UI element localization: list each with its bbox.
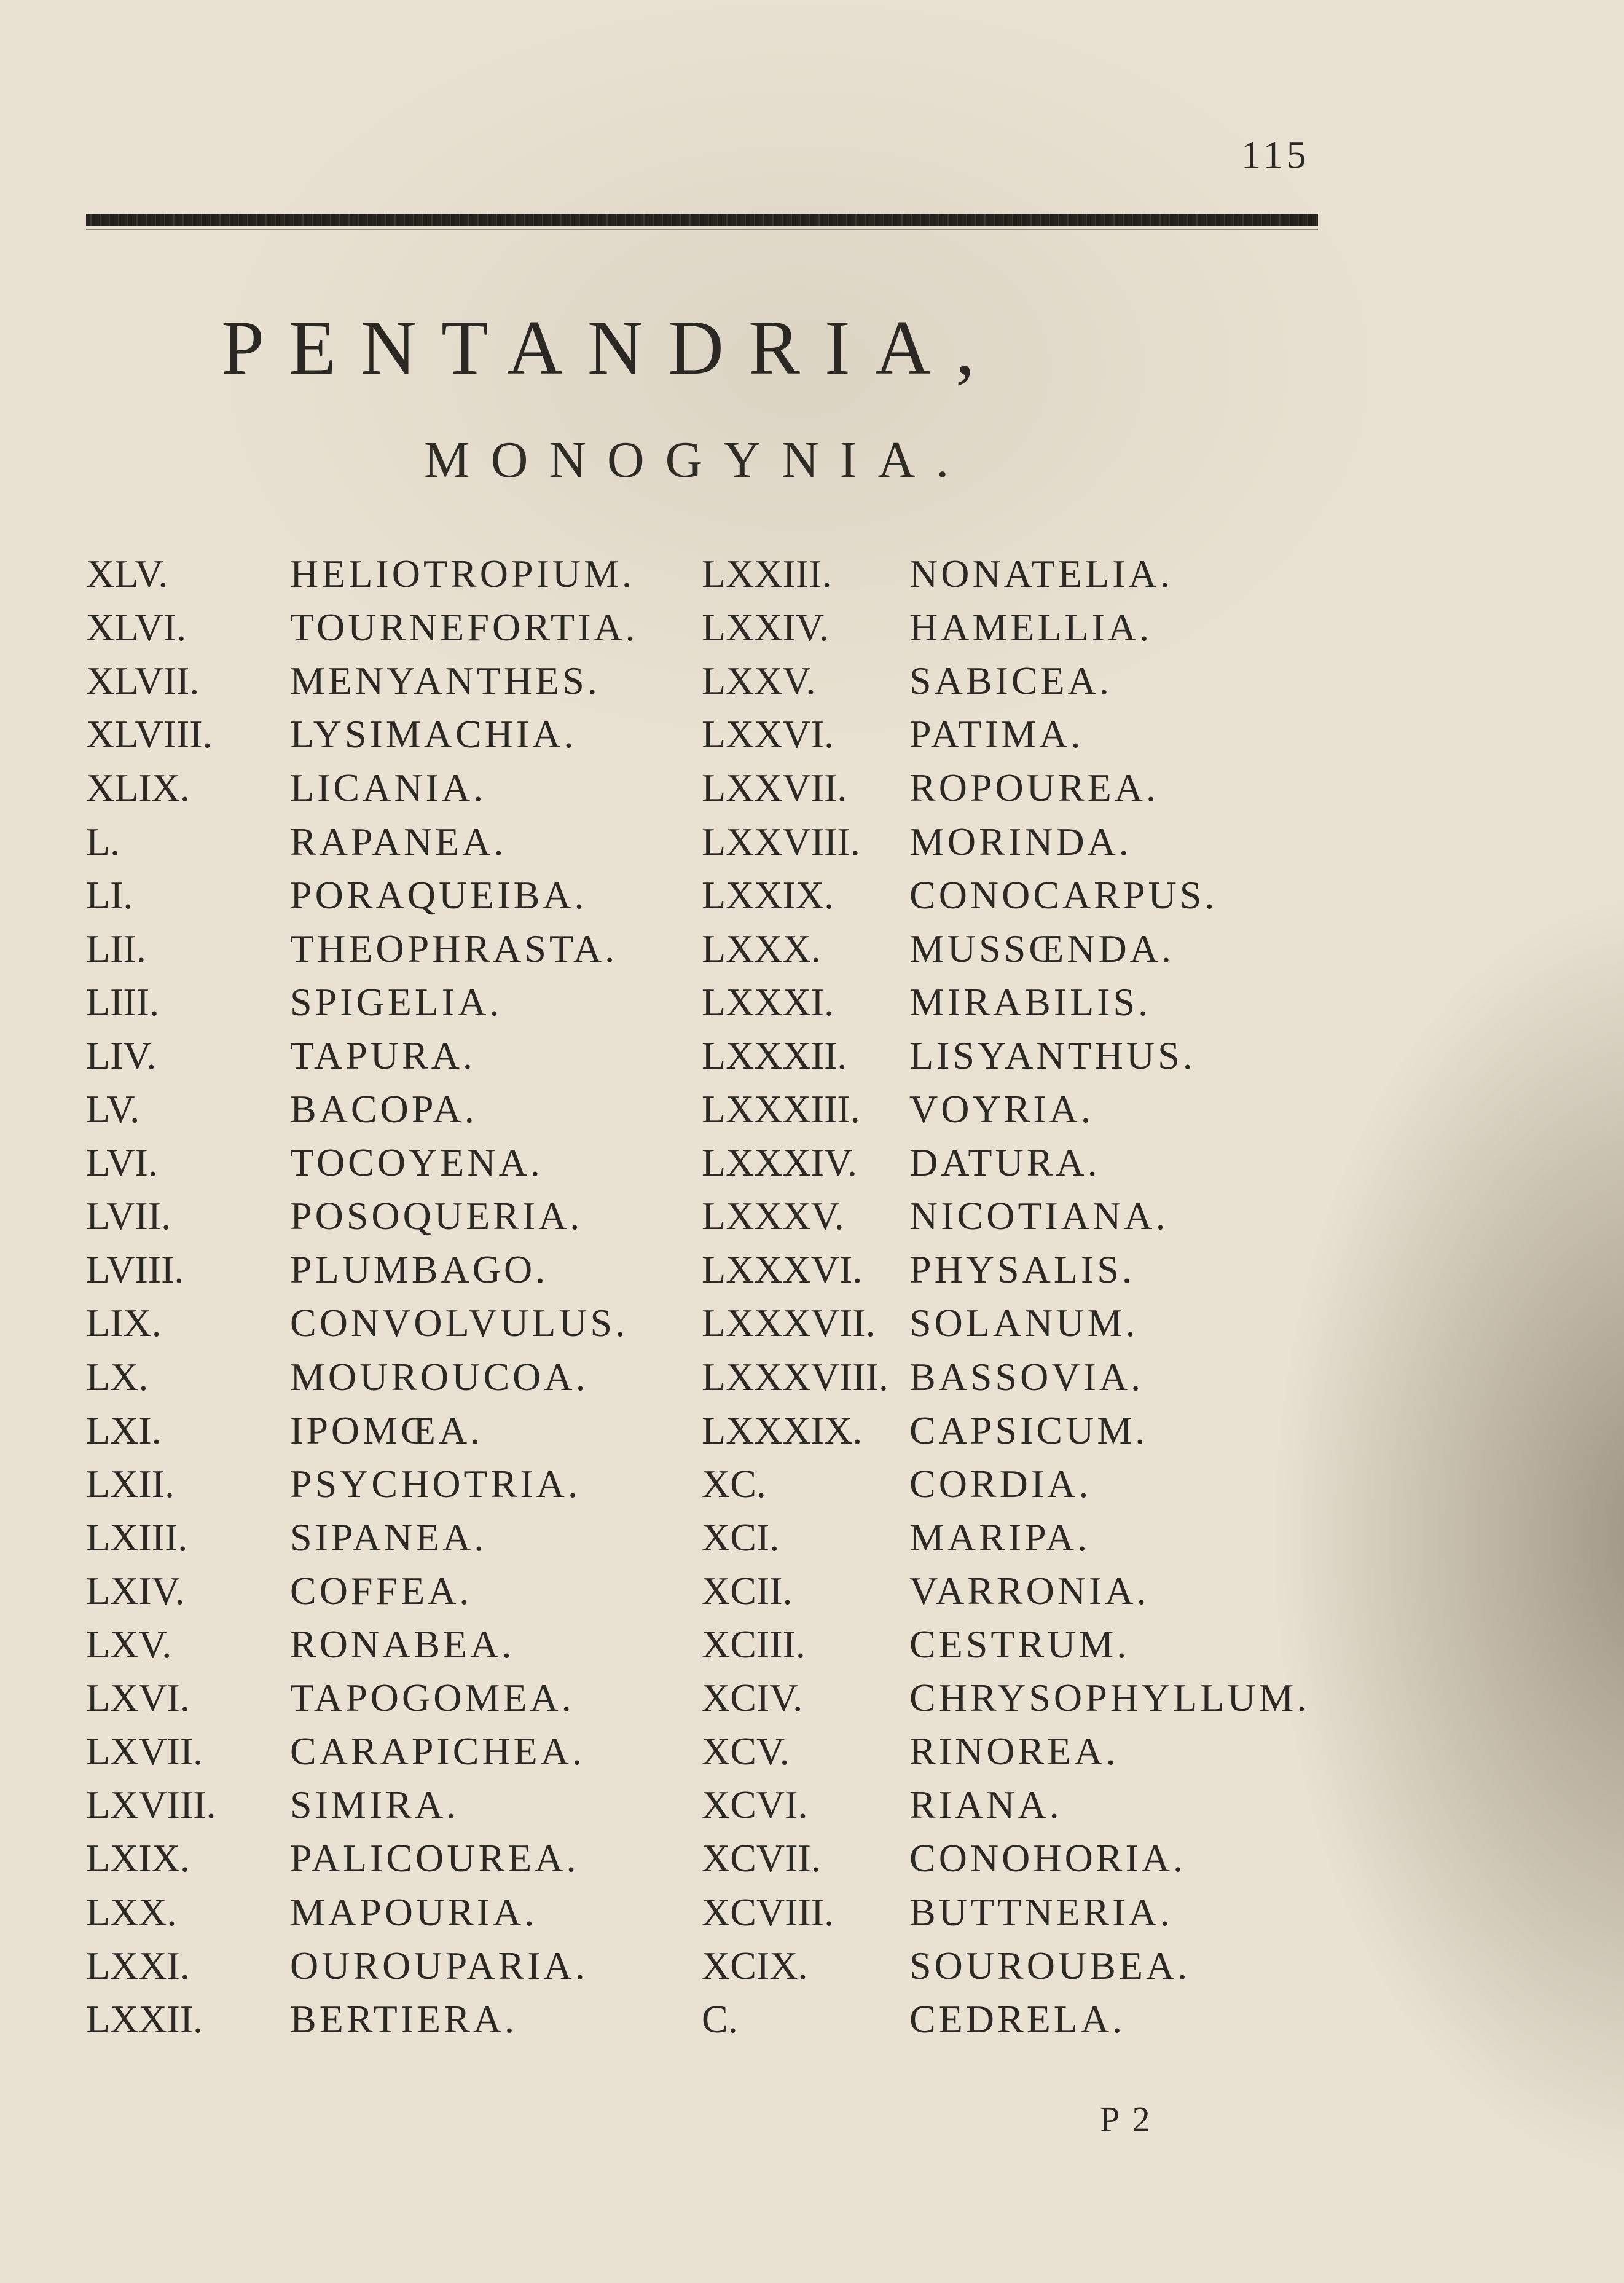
genus-row: [0, 1247, 1624, 1296]
genus-name-left: MAPOURIA.: [290, 1890, 538, 1934]
genus-row: [0, 1622, 1624, 1671]
genus-number-left: XLIX.: [86, 766, 190, 810]
genus-row: [0, 1300, 1624, 1350]
genus-name-left: BERTIERA.: [290, 1997, 518, 2041]
genus-number-right: LXXXIII.: [702, 1087, 860, 1131]
genus-name-right: CONOCARPUS.: [909, 873, 1218, 917]
genus-number-left: LXII.: [86, 1461, 175, 1506]
genus-name-right: CORDIA.: [909, 1461, 1092, 1506]
genus-number-left: LXX.: [86, 1890, 177, 1934]
genus-row: [0, 605, 1624, 654]
genus-number-left: XLVI.: [86, 605, 186, 650]
page-title: PENTANDRIA,: [221, 305, 1000, 391]
genus-name-right: RINOREA.: [909, 1729, 1119, 1774]
genus-number-right: LXXIX.: [702, 873, 834, 917]
genus-name-right: SOLANUM.: [909, 1301, 1139, 1345]
genus-row: [0, 1675, 1624, 1724]
genus-name-left: LICANIA.: [290, 766, 487, 810]
genus-name-left: SIMIRA.: [290, 1783, 460, 1827]
genus-number-right: LXXVII.: [702, 766, 847, 810]
genus-row: [0, 873, 1624, 922]
genus-number-left: LXI.: [86, 1408, 162, 1452]
genus-name-right: BUTTNERIA.: [909, 1890, 1173, 1934]
genus-number-right: XCIV.: [702, 1676, 803, 1720]
genus-name-left: TAPURA.: [290, 1033, 476, 1077]
genus-row: [0, 551, 1624, 600]
genus-number-left: LXVIII.: [86, 1783, 216, 1827]
genus-number-left: LX.: [86, 1354, 149, 1399]
genus-row: [0, 1515, 1624, 1564]
genus-name-right: VARRONIA.: [909, 1568, 1150, 1613]
genus-name-left: MENYANTHES.: [290, 659, 600, 703]
genus-name-left: IPOMŒA.: [290, 1408, 484, 1452]
genus-name-left: SPIGELIA.: [290, 980, 503, 1024]
genus-number-left: XLVIII.: [86, 712, 213, 756]
genus-number-right: XCII.: [702, 1568, 793, 1613]
genus-name-left: PALICOUREA.: [290, 1836, 579, 1880]
genus-row: [0, 1997, 1624, 2046]
genus-name-left: PLUMBAGO.: [290, 1248, 549, 1292]
genus-name-left: THEOPHRASTA.: [290, 926, 618, 970]
genus-name-right: SABICEA.: [909, 659, 1112, 703]
genus-name-right: SOUROUBEA.: [909, 1943, 1191, 1987]
genus-name-right: PHYSALIS.: [909, 1248, 1135, 1292]
genus-name-right: PATIMA.: [909, 712, 1084, 756]
genus-number-left: LXV.: [86, 1622, 172, 1666]
genus-number-right: XCI.: [702, 1515, 780, 1559]
genus-name-right: MORINDA.: [909, 819, 1132, 863]
genus-name-left: RAPANEA.: [290, 819, 507, 863]
genus-number-left: LXIV.: [86, 1568, 185, 1613]
genus-name-right: LISYANTHUS.: [909, 1033, 1196, 1077]
genus-name-left: CONVOLVULUS.: [290, 1301, 629, 1345]
genus-number-right: XCIX.: [702, 1943, 808, 1987]
genus-number-left: LXIII.: [86, 1515, 188, 1559]
genus-number-left: LXXI.: [86, 1943, 190, 1987]
genus-name-left: PORAQUEIBA.: [290, 873, 587, 917]
genus-name-right: VOYRIA.: [909, 1087, 1094, 1131]
genus-number-right: LXXXVII.: [702, 1301, 876, 1345]
genus-number-right: LXXXIX.: [702, 1408, 863, 1452]
genus-name-left: MOUROUCOA.: [290, 1354, 589, 1399]
genus-number-right: XCVII.: [702, 1836, 821, 1880]
genus-number-right: XC.: [702, 1461, 766, 1506]
genus-name-left: POSOQUERIA.: [290, 1194, 583, 1238]
genus-row: [0, 658, 1624, 707]
genus-number-right: LXXV.: [702, 659, 816, 703]
genus-number-left: LI.: [86, 873, 133, 917]
signature-mark: P 2: [1100, 2099, 1153, 2139]
genus-row: [0, 1193, 1624, 1243]
genus-number-left: L.: [86, 819, 120, 863]
genus-name-right: ROPOUREA.: [909, 766, 1159, 810]
genus-number-left: LVIII.: [86, 1248, 184, 1292]
genus-name-right: DATURA.: [909, 1141, 1100, 1185]
genus-row: [0, 1890, 1624, 1939]
page-number: 115: [1241, 133, 1310, 176]
genus-name-right: HAMELLIA.: [909, 605, 1153, 650]
genus-row: [0, 1140, 1624, 1189]
genus-name-left: SIPANEA.: [290, 1515, 487, 1559]
genus-number-right: LXXIV.: [702, 605, 829, 650]
genus-number-right: LXXXV.: [702, 1194, 844, 1238]
genus-name-left: CARAPICHEA.: [290, 1729, 585, 1774]
genus-name-left: TAPOGOMEA.: [290, 1676, 575, 1720]
genus-number-left: LIII.: [86, 980, 160, 1024]
genus-row: [0, 980, 1624, 1029]
genus-name-right: CAPSICUM.: [909, 1408, 1148, 1452]
genus-name-left: LYSIMACHIA.: [290, 712, 577, 756]
genus-number-right: XCV.: [702, 1729, 790, 1774]
genus-name-right: CONOHORIA.: [909, 1836, 1186, 1880]
genus-name-right: NONATELIA.: [909, 552, 1173, 595]
genus-row: [0, 926, 1624, 975]
genus-number-left: XLV.: [86, 552, 168, 595]
genus-name-right: RIANA.: [909, 1783, 1062, 1827]
genus-name-right: MIRABILIS.: [909, 980, 1151, 1024]
genus-row: [0, 1086, 1624, 1136]
genus-name-right: CEDRELA.: [909, 1997, 1126, 2041]
genus-row: [0, 1033, 1624, 1082]
genus-name-right: NICOTIANA.: [909, 1194, 1169, 1238]
genus-number-left: XLVII.: [86, 659, 200, 703]
genus-number-right: LXXVI.: [702, 712, 834, 756]
page-subtitle: MONOGYNIA.: [424, 431, 970, 489]
genus-number-right: LXXXIV.: [702, 1141, 858, 1185]
genus-number-right: LXXX.: [702, 926, 821, 970]
genus-name-left: RONABEA.: [290, 1622, 515, 1666]
genus-row: [0, 1461, 1624, 1511]
genus-number-right: C.: [702, 1997, 738, 2041]
genus-number-left: LV.: [86, 1087, 140, 1131]
genus-row: [0, 819, 1624, 868]
genus-row: [0, 1943, 1624, 1992]
genus-row: [0, 712, 1624, 761]
genus-number-right: LXXIII.: [702, 552, 832, 595]
genus-number-right: LXXXII.: [702, 1033, 847, 1077]
genus-name-right: CHRYSOPHYLLUM.: [909, 1676, 1310, 1720]
genus-row: [0, 1782, 1624, 1831]
genus-number-left: LII.: [86, 926, 146, 970]
genus-row: [0, 1408, 1624, 1457]
genus-name-left: TOCOYENA.: [290, 1141, 543, 1185]
genus-name-right: BASSOVIA.: [909, 1354, 1144, 1399]
genus-name-left: PSYCHOTRIA.: [290, 1461, 581, 1506]
genus-name-right: MARIPA.: [909, 1515, 1091, 1559]
genus-name-left: OUROUPARIA.: [290, 1943, 588, 1987]
genus-number-left: LVII.: [86, 1194, 171, 1238]
genus-number-right: LXXXVIII.: [702, 1354, 888, 1399]
genus-number-right: XCIII.: [702, 1622, 806, 1666]
genus-name-right: CESTRUM.: [909, 1622, 1130, 1666]
genus-row: [0, 1729, 1624, 1778]
genus-number-left: LXXII.: [86, 1997, 203, 2041]
genus-name-left: COFFEA.: [290, 1568, 473, 1613]
genus-name-left: TOURNEFORTIA.: [290, 605, 638, 650]
genus-name-left: BACOPA.: [290, 1087, 477, 1131]
genus-number-left: LIX.: [86, 1301, 162, 1345]
genus-number-left: LVI.: [86, 1141, 158, 1185]
genus-number-left: LIV.: [86, 1033, 157, 1077]
genus-row: [0, 1836, 1624, 1885]
genus-row: [0, 765, 1624, 814]
genus-row: [0, 1354, 1624, 1404]
genus-number-right: LXXXI.: [702, 980, 834, 1024]
genus-number-left: LXVI.: [86, 1676, 190, 1720]
genus-name-right: MUSSŒNDA.: [909, 926, 1174, 970]
genus-number-left: LXIX.: [86, 1836, 190, 1880]
genus-name-left: HELIOTROPIUM.: [290, 552, 635, 595]
genus-number-right: XCVIII.: [702, 1890, 834, 1934]
genus-row: [0, 1568, 1624, 1617]
genus-number-right: XCVI.: [702, 1783, 808, 1827]
genus-number-right: LXXVIII.: [702, 819, 860, 863]
genus-number-left: LXVII.: [86, 1729, 203, 1774]
genus-number-right: LXXXVI.: [702, 1248, 863, 1292]
